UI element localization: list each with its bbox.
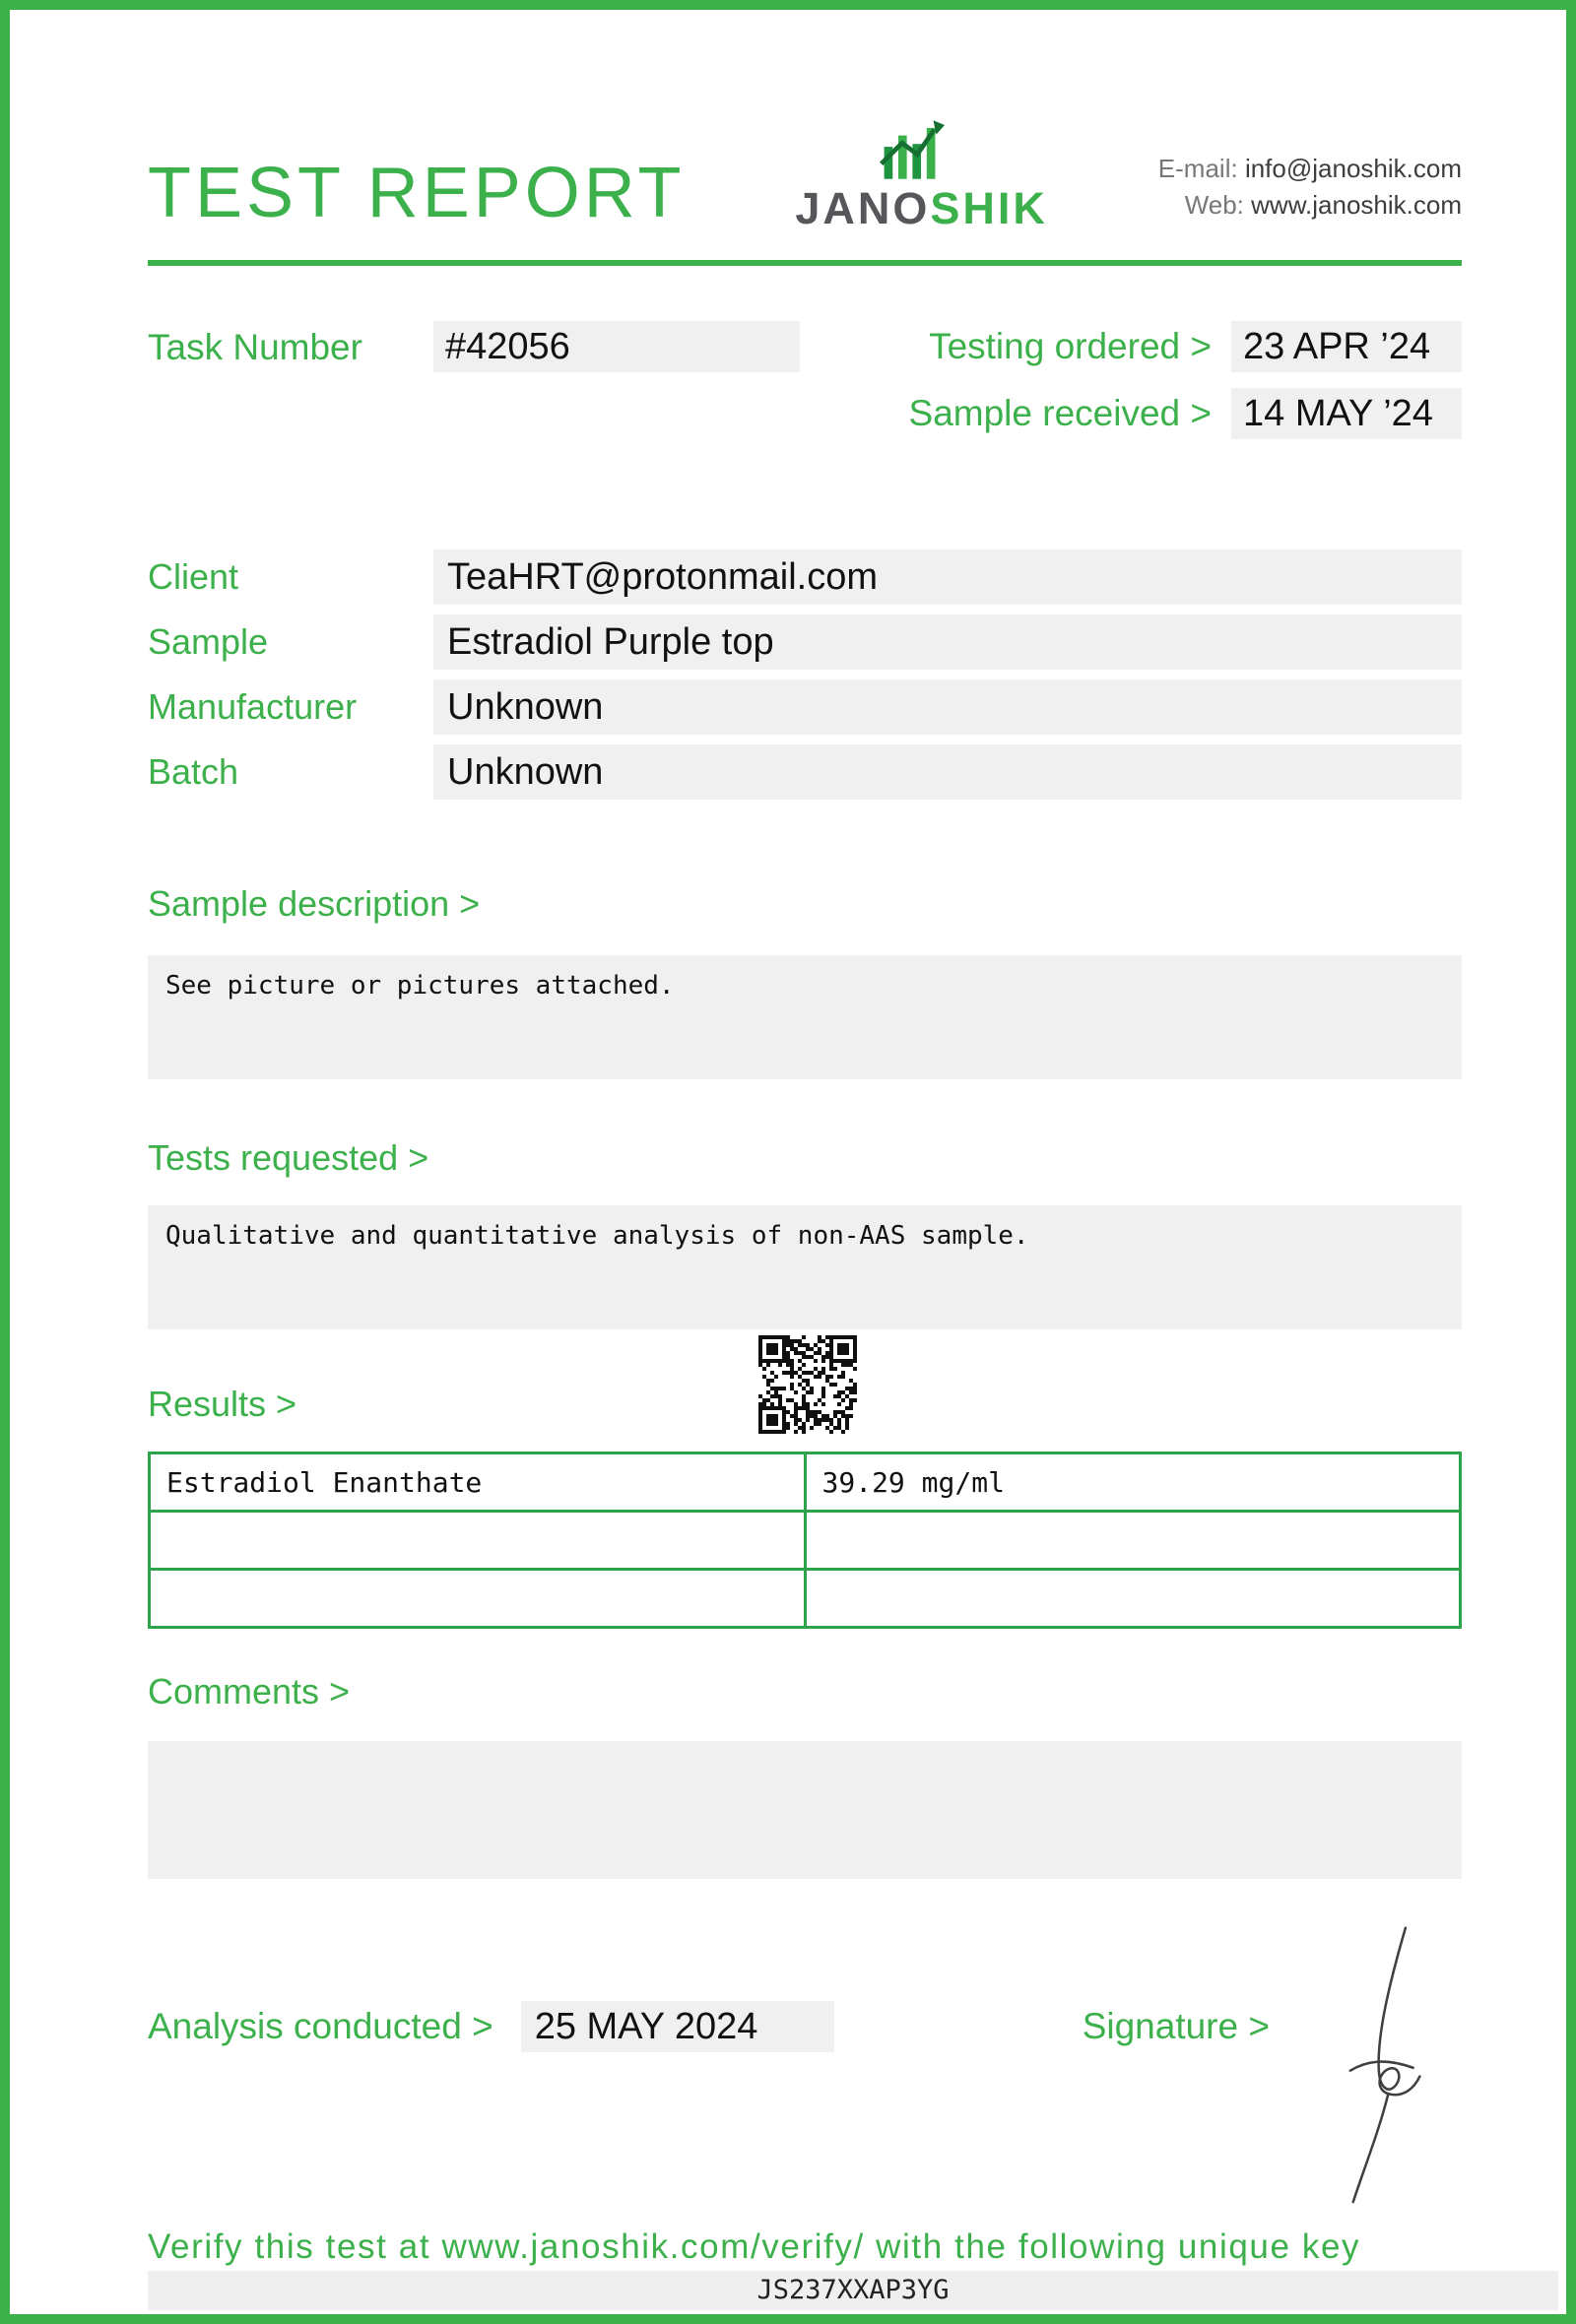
- email-value: info@janoshik.com: [1244, 153, 1462, 183]
- signature-image: [1290, 1920, 1458, 2206]
- contact-web: [1158, 187, 1462, 225]
- task-number-row: [148, 321, 800, 455]
- results-heading: Results >: [148, 1384, 297, 1424]
- verify-key: JS237XXAP3YG: [148, 2271, 1558, 2310]
- sample-label: Sample: [148, 621, 269, 662]
- page-title: TEST REPORT: [148, 154, 686, 232]
- meta-section: [148, 321, 1462, 455]
- sample-received-row: [909, 388, 1462, 439]
- manufacturer-label: Manufacturer: [148, 686, 358, 727]
- client-value: TeaHRT@protonmail.com: [433, 549, 1462, 605]
- qr-code: [758, 1335, 857, 1434]
- sample-received-value: 14 MAY ’24: [1231, 388, 1462, 439]
- result-row: [150, 1512, 1461, 1570]
- dates-block: [909, 321, 1462, 455]
- result-cell: [805, 1512, 1461, 1570]
- client-label: Client: [148, 556, 239, 597]
- tests-requested-heading: Tests requested >: [148, 1137, 429, 1178]
- substance-cell: [150, 1512, 806, 1570]
- testing-ordered-row: [909, 321, 1462, 372]
- sample-description-box: [148, 955, 1462, 1079]
- header-rule: [148, 260, 1462, 266]
- results-section: [148, 1383, 1462, 1629]
- contact-email: [1158, 151, 1462, 188]
- manufacturer-value: Unknown: [433, 679, 1462, 735]
- web-value: www.janoshik.com: [1251, 190, 1462, 221]
- result-cell: [805, 1570, 1461, 1628]
- batch-value: Unknown: [433, 744, 1462, 800]
- task-number-label: Task Number: [148, 327, 362, 367]
- analysis-conducted-label: Analysis conducted >: [148, 2006, 493, 2046]
- testing-ordered-value: 23 APR ’24: [1231, 321, 1462, 372]
- analysis-row: [148, 1999, 1462, 2054]
- details-section: [148, 549, 1462, 800]
- detail-row-client: [148, 549, 1462, 605]
- result-row: [150, 1570, 1461, 1628]
- header: [148, 87, 1462, 234]
- comments-box: [148, 1741, 1462, 1879]
- comments-heading: Comments >: [148, 1671, 351, 1711]
- result-row: [150, 1453, 1461, 1512]
- logo-word-green: SHIK: [930, 182, 1048, 233]
- web-label: Web:: [1184, 190, 1244, 221]
- logo-text: [795, 184, 1048, 233]
- verify-text: Verify this test at www.janoshik.com/verify/ with the following unique key: [148, 2227, 1361, 2266]
- tests-requested-text: Qualitative and quantitative analysis of non-AAS sample.: [165, 1221, 1029, 1251]
- logo-word-dark: JANO: [795, 182, 931, 233]
- detail-row-sample: [148, 614, 1462, 670]
- signature-label: Signature >: [1082, 2006, 1270, 2046]
- task-number-value: #42056: [433, 321, 800, 372]
- tests-requested-box: [148, 1205, 1462, 1329]
- analysis-date-value: 25 MAY 2024: [521, 2001, 834, 2052]
- detail-row-manufacturer: [148, 679, 1462, 735]
- logo-chart-icon: [875, 118, 969, 184]
- detail-row-batch: [148, 744, 1462, 800]
- email-label: E-mail:: [1157, 153, 1238, 183]
- sample-received-label: Sample received >: [908, 393, 1212, 433]
- sample-value: Estradiol Purple top: [433, 614, 1462, 670]
- results-table: [148, 1452, 1462, 1629]
- result-cell: 39.29 mg/ml: [805, 1453, 1461, 1512]
- testing-ordered-label: Testing ordered >: [929, 326, 1212, 366]
- sample-description-text: See picture or pictures attached.: [165, 971, 675, 1001]
- janoshik-logo: [795, 118, 1048, 235]
- batch-label: Batch: [148, 751, 239, 792]
- substance-cell: [150, 1570, 806, 1628]
- sample-description-heading: Sample description >: [148, 883, 481, 924]
- substance-cell: Estradiol Enanthate: [150, 1453, 806, 1512]
- contact-block: [1158, 151, 1462, 234]
